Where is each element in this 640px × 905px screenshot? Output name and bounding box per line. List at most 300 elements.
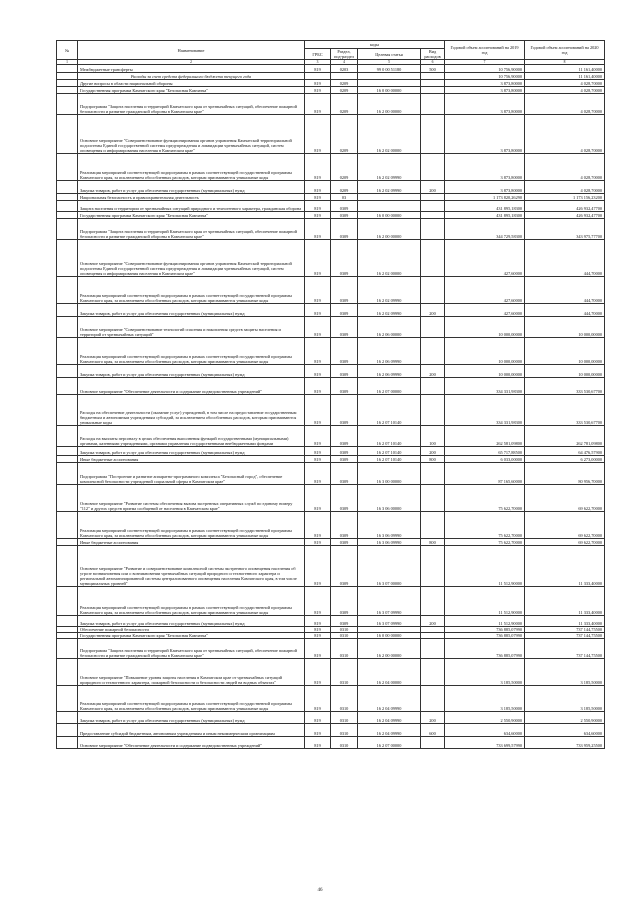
cell-name: Подпрограмма "Защита населения и территорий Камчатского края от чрезвычайных ситуаций, обеспечение пожарной безопасности и развитие гражданской обороны в Камчатском крае" bbox=[78, 639, 305, 659]
cell-name: Основное мероприятие "Обеспечение деятельности и содержание подведомственных учреждений" bbox=[78, 737, 305, 749]
cell-grbs: 819 bbox=[305, 395, 331, 426]
cell-2020: 733 959,25500 bbox=[525, 737, 605, 749]
cell-2019: 733 699,57990 bbox=[445, 737, 525, 749]
cell-vr bbox=[421, 546, 445, 587]
cell-vr bbox=[421, 115, 445, 154]
cell-name: Реализация мероприятий соответствующей подпрограммы в рамках соответствующей государственной программы Камчатского края, за исключением обособленных расходов, которым присваиваются уникальные коды bbox=[78, 512, 305, 539]
cell-csr: 16 2 07 00000 bbox=[358, 378, 421, 395]
cell-name: Предоставление субсидий бюджетным, автономным учреждениям и иным некоммерческим организациям bbox=[78, 724, 305, 737]
cell-razdel: 0209 bbox=[331, 80, 358, 87]
cell-grbs: 819 bbox=[305, 627, 331, 633]
cell-2019: 427,60000 bbox=[445, 240, 525, 277]
header-name: Наименование bbox=[78, 41, 305, 60]
cell-grbs: 819 bbox=[305, 365, 331, 378]
cell-2020: 343 975,77700 bbox=[525, 219, 605, 240]
cell-razdel: 0203 bbox=[331, 65, 358, 73]
column-number: 1 bbox=[57, 60, 78, 65]
cell-name: Реализация мероприятий соответствующей подпрограммы в рамках соответствующей государственной программы Камчатского края, за исключением обособленных расходов, которым присваиваются уникальные коды bbox=[78, 338, 305, 365]
cell-razdel: 0310 bbox=[331, 659, 358, 686]
cell-razdel: 0309 bbox=[331, 277, 358, 304]
cell-name: Закупка товаров, работ и услуг для обеспечения государственных (муниципальных) нужд bbox=[78, 365, 305, 378]
cell-name: Реализация мероприятий соответствующей подпрограммы в рамках соответствующей государственной программы Камчатского края, за исключением обособленных расходов, которым присваиваются уникальные коды bbox=[78, 587, 305, 616]
cell-2019: 10 000,00000 bbox=[445, 317, 525, 338]
cell-2020: 3 185,50000 bbox=[525, 659, 605, 686]
table-row bbox=[57, 80, 605, 87]
cell-razdel: 0309 bbox=[331, 463, 358, 485]
cell-name: Закупка товаров, работ и услуг для обеспечения государственных (муниципальных) нужд bbox=[78, 616, 305, 627]
cell-csr bbox=[358, 73, 421, 80]
cell-2020: 11 333,40000 bbox=[525, 616, 605, 627]
cell-no bbox=[57, 639, 78, 659]
cell-vr bbox=[421, 463, 445, 485]
cell-csr: 16 3 07 09990 bbox=[358, 616, 421, 627]
cell-razdel: 0309 bbox=[331, 539, 358, 546]
cell-grbs: 819 bbox=[305, 219, 331, 240]
cell-2020: 4 028,70000 bbox=[525, 115, 605, 154]
cell-2019: 262 581,09800 bbox=[445, 426, 525, 447]
cell-no bbox=[57, 194, 78, 201]
cell-2019: 10 756,90000 bbox=[445, 73, 525, 80]
cell-no bbox=[57, 317, 78, 338]
cell-no bbox=[57, 712, 78, 724]
cell-razdel: 0209 bbox=[331, 115, 358, 154]
cell-vr bbox=[421, 212, 445, 219]
cell-grbs: 819 bbox=[305, 87, 331, 94]
cell-grbs: 819 bbox=[305, 194, 331, 201]
cell-csr: 16 3 06 09990 bbox=[358, 512, 421, 539]
cell-grbs: 819 bbox=[305, 240, 331, 277]
cell-grbs bbox=[305, 73, 331, 80]
cell-name: Государственная программа Камчатского края "Безопасная Камчатка" bbox=[78, 633, 305, 639]
cell-razdel: 0310 bbox=[331, 627, 358, 633]
cell-2020: 737 144,75500 bbox=[525, 627, 605, 633]
cell-no bbox=[57, 456, 78, 463]
table-row bbox=[57, 219, 605, 240]
cell-no bbox=[57, 212, 78, 219]
table-row bbox=[57, 485, 605, 512]
cell-razdel: 0209 bbox=[331, 94, 358, 115]
cell-razdel: 0310 bbox=[331, 639, 358, 659]
cell-no bbox=[57, 80, 78, 87]
cell-no bbox=[57, 115, 78, 154]
cell-2020: 737 144,75500 bbox=[525, 633, 605, 639]
column-number: 4 bbox=[331, 60, 358, 65]
cell-grbs: 819 bbox=[305, 80, 331, 87]
cell-grbs: 819 bbox=[305, 724, 331, 737]
cell-grbs: 819 bbox=[305, 447, 331, 456]
cell-2019: 75 622,70000 bbox=[445, 485, 525, 512]
table-row bbox=[57, 87, 605, 94]
cell-grbs: 819 bbox=[305, 65, 331, 73]
cell-name: Расходы на выплаты персоналу в целях обеспечения выполнения функций государственными (муниципальными) органами, казенными учреждениями, органами управления государственными внебюджетными фондами bbox=[78, 426, 305, 447]
cell-csr: 16 2 02 09990 bbox=[358, 181, 421, 194]
cell-name: Основное мероприятие "Совершенствование функционирования органов управления Камчатской территориальной подсистемы Единой государственной системы предупреждения и ликвидации чрезвычайных ситуаций, систем оповещения и информирования населения в Камчатском крае" bbox=[78, 115, 305, 154]
table-row bbox=[57, 686, 605, 712]
table-row bbox=[57, 587, 605, 616]
cell-vr bbox=[421, 512, 445, 539]
cell-2019: 431 895,18300 bbox=[445, 201, 525, 212]
table-row bbox=[57, 463, 605, 485]
table-row bbox=[57, 426, 605, 447]
cell-no bbox=[57, 395, 78, 426]
cell-razdel: 0309 bbox=[331, 546, 358, 587]
cell-2020: 4 028,70000 bbox=[525, 94, 605, 115]
cell-name: Подпрограмма "Защита населения и территорий Камчатского края от чрезвычайных ситуаций, обеспечение пожарной безопасности и развитие гражданской обороны в Камчатском крае" bbox=[78, 219, 305, 240]
table-row bbox=[57, 539, 605, 546]
cell-2020: 1 173 156,23200 bbox=[525, 194, 605, 201]
cell-grbs: 819 bbox=[305, 587, 331, 616]
cell-name: Другие вопросы в области национальной обороны bbox=[78, 80, 305, 87]
cell-razdel: 0309 bbox=[331, 426, 358, 447]
column-number: 7 bbox=[445, 60, 525, 65]
cell-2020: 11 161,40000 bbox=[525, 73, 605, 80]
cell-2019: 3 873,80000 bbox=[445, 80, 525, 87]
cell-2019: 3 873,80000 bbox=[445, 181, 525, 194]
cell-razdel: 0309 bbox=[331, 304, 358, 317]
cell-2020: 69 622,70000 bbox=[525, 512, 605, 539]
cell-vr: 200 bbox=[421, 181, 445, 194]
cell-no bbox=[57, 65, 78, 73]
cell-csr: 16 2 06 09990 bbox=[358, 338, 421, 365]
cell-2019: 3 185,50000 bbox=[445, 686, 525, 712]
cell-no bbox=[57, 512, 78, 539]
column-number: 5 bbox=[358, 60, 421, 65]
cell-grbs: 819 bbox=[305, 317, 331, 338]
header-2020: Годовой объем ассигнований на 2020 год bbox=[525, 41, 605, 60]
cell-vr: 600 bbox=[421, 724, 445, 737]
cell-vr: 200 bbox=[421, 447, 445, 456]
cell-2020: 737 144,75500 bbox=[525, 639, 605, 659]
cell-name: Основное мероприятие "Развитие системы обеспечения вызова экстренных оперативных служб по единому номеру "112" и других средств приема сообщений от населения в Камчатском крае" bbox=[78, 485, 305, 512]
cell-razdel: 0309 bbox=[331, 365, 358, 378]
cell-grbs: 819 bbox=[305, 546, 331, 587]
cell-csr: 16 2 07 10140 bbox=[358, 426, 421, 447]
cell-name: Основное мероприятие "Обеспечение деятельности и содержание подведомственных учреждений" bbox=[78, 378, 305, 395]
cell-vr bbox=[421, 277, 445, 304]
cell-2019: 736 885,07990 bbox=[445, 639, 525, 659]
cell-no bbox=[57, 94, 78, 115]
cell-vr: 200 bbox=[421, 616, 445, 627]
cell-name: Закупка товаров, работ и услуг для обеспечения государственных (муниципальных) нужд bbox=[78, 181, 305, 194]
cell-csr bbox=[358, 80, 421, 87]
table-row bbox=[57, 277, 605, 304]
cell-2020: 3 185,50000 bbox=[525, 686, 605, 712]
table-row bbox=[57, 378, 605, 395]
cell-grbs: 819 bbox=[305, 181, 331, 194]
cell-2019: 334 331,98300 bbox=[445, 395, 525, 426]
table-row bbox=[57, 317, 605, 338]
cell-csr: 16 2 00 00000 bbox=[358, 219, 421, 240]
cell-grbs: 819 bbox=[305, 485, 331, 512]
cell-2019: 6 033,00000 bbox=[445, 456, 525, 463]
cell-grbs: 819 bbox=[305, 539, 331, 546]
cell-2019: 3 185,50000 bbox=[445, 659, 525, 686]
table-row bbox=[57, 154, 605, 181]
cell-2019: 3 873,80000 bbox=[445, 94, 525, 115]
cell-vr: 200 bbox=[421, 712, 445, 724]
cell-vr bbox=[421, 154, 445, 181]
cell-grbs: 819 bbox=[305, 659, 331, 686]
cell-name: Государственная программа Камчатского края "Безопасная Камчатка" bbox=[78, 87, 305, 94]
cell-csr: 16 0 00 00000 bbox=[358, 212, 421, 219]
cell-vr: 200 bbox=[421, 304, 445, 317]
cell-grbs: 819 bbox=[305, 154, 331, 181]
cell-2019: 736 885,07990 bbox=[445, 633, 525, 639]
cell-2019: 11 512,90000 bbox=[445, 616, 525, 627]
table-body bbox=[57, 65, 605, 749]
header-codes: коды bbox=[305, 41, 445, 49]
cell-vr bbox=[421, 686, 445, 712]
table-row bbox=[57, 616, 605, 627]
table-row bbox=[57, 659, 605, 686]
table-row bbox=[57, 201, 605, 212]
cell-no bbox=[57, 587, 78, 616]
cell-2019: 427,60000 bbox=[445, 304, 525, 317]
cell-name: Основное мероприятие "Совершенствование функционирования органов управления Камчатской территориальной подсистемы Единой государственной системы предупреждения и ликвидации чрезвычайных ситуаций, систем оповещения и информирования населения в Камчатском крае" bbox=[78, 240, 305, 277]
cell-razdel: 0309 bbox=[331, 240, 358, 277]
cell-csr: 16 2 07 10140 bbox=[358, 395, 421, 426]
cell-no bbox=[57, 154, 78, 181]
cell-name: Расходы на обеспечение деятельности (оказание услуг) учреждений, в том числе на предоставление государственным бюджетным и автономным учреждениям субсидий, за исключением обособленных расходов, которым присваиваются уникальные коды bbox=[78, 395, 305, 426]
cell-no bbox=[57, 426, 78, 447]
cell-grbs: 819 bbox=[305, 115, 331, 154]
cell-2019: 10 000,00000 bbox=[445, 365, 525, 378]
cell-name: Реализация мероприятий соответствующей подпрограммы в рамках соответствующей государственной программы Камчатского края, за исключением обособленных расходов, которым присваиваются уникальные коды bbox=[78, 277, 305, 304]
cell-grbs: 819 bbox=[305, 201, 331, 212]
header-razdel: Раздел, под-раздел bbox=[331, 49, 358, 60]
cell-grbs: 819 bbox=[305, 633, 331, 639]
cell-razdel: 0310 bbox=[331, 724, 358, 737]
table-row bbox=[57, 304, 605, 317]
cell-name: Основное мероприятие "Развитие и совершенствование комплексной системы экстренного оповещения населения об угрозе возникновения или о возникновении чрезвычайных ситуаций природного и техногенного характера и региональной автоматизированной системы централизованного оповещения населения Камчатского края, в том числе муниципальных уровней" bbox=[78, 546, 305, 587]
cell-2019: 10 000,00000 bbox=[445, 338, 525, 365]
cell-csr: 16 2 00 00000 bbox=[358, 639, 421, 659]
cell-razdel: 0309 bbox=[331, 447, 358, 456]
page-number: 46 bbox=[317, 888, 323, 893]
cell-csr: 16 3 07 09990 bbox=[358, 587, 421, 616]
cell-no bbox=[57, 240, 78, 277]
cell-name: Обеспечение пожарной безопасности bbox=[78, 627, 305, 633]
cell-razdel: 0309 bbox=[331, 512, 358, 539]
column-number: 2 bbox=[78, 60, 305, 65]
cell-2019: 3 873,80000 bbox=[445, 154, 525, 181]
column-number: 8 bbox=[525, 60, 605, 65]
cell-razdel: 0309 bbox=[331, 587, 358, 616]
table-row bbox=[57, 546, 605, 587]
cell-2020: 11 333,40000 bbox=[525, 546, 605, 587]
cell-csr: 16 0 00 00000 bbox=[358, 87, 421, 94]
cell-grbs: 819 bbox=[305, 712, 331, 724]
header-number: № bbox=[57, 41, 78, 60]
cell-name: Закупка товаров, работ и услуг для обеспечения государственных (муниципальных) нужд bbox=[78, 712, 305, 724]
table-row bbox=[57, 447, 605, 456]
cell-vr: 100 bbox=[421, 426, 445, 447]
table-row bbox=[57, 194, 605, 201]
cell-name: Подпрограмма "Защита населения и территорий Камчатского края от чрезвычайных ситуаций, обеспечение пожарной безопасности и развитие гражданской обороны в Камчатском крае" bbox=[78, 94, 305, 115]
cell-2019: 75 622,70000 bbox=[445, 512, 525, 539]
column-number: 6 bbox=[421, 60, 445, 65]
cell-vr bbox=[421, 87, 445, 94]
cell-vr bbox=[421, 737, 445, 749]
cell-csr: 16 2 04 00000 bbox=[358, 659, 421, 686]
cell-razdel: 0310 bbox=[331, 686, 358, 712]
table-row bbox=[57, 724, 605, 737]
cell-csr: 16 0 00 00000 bbox=[358, 633, 421, 639]
cell-2019: 2 550,90000 bbox=[445, 712, 525, 724]
cell-grbs: 819 bbox=[305, 456, 331, 463]
cell-csr: 16 2 04 09990 bbox=[358, 686, 421, 712]
cell-vr bbox=[421, 639, 445, 659]
cell-razdel: 0209 bbox=[331, 154, 358, 181]
cell-razdel: 03 bbox=[331, 194, 358, 201]
cell-vr bbox=[421, 338, 445, 365]
cell-2020: 262 781,09800 bbox=[525, 426, 605, 447]
cell-2019: 87 165,60000 bbox=[445, 463, 525, 485]
cell-vr bbox=[421, 240, 445, 277]
cell-razdel: 0309 bbox=[331, 338, 358, 365]
cell-no bbox=[57, 447, 78, 456]
cell-razdel: 0309 bbox=[331, 317, 358, 338]
table-row bbox=[57, 712, 605, 724]
cell-2020: 444,70000 bbox=[525, 304, 605, 317]
cell-csr: 16 2 04 09990 bbox=[358, 712, 421, 724]
cell-no bbox=[57, 277, 78, 304]
table-row bbox=[57, 395, 605, 426]
table-row bbox=[57, 181, 605, 194]
header-2019: Годовой объем ассигнований на 2019 год bbox=[445, 41, 525, 60]
cell-2019: 736 885,07990 bbox=[445, 627, 525, 633]
cell-name: Закупка товаров, работ и услуг для обеспечения государственных (муниципальных) нужд bbox=[78, 447, 305, 456]
header-grbs: ГРБС bbox=[305, 49, 331, 60]
table-row bbox=[57, 94, 605, 115]
cell-no bbox=[57, 463, 78, 485]
cell-csr: 16 2 07 00000 bbox=[358, 737, 421, 749]
cell-2019: 65 717,88500 bbox=[445, 447, 525, 456]
cell-csr bbox=[358, 194, 421, 201]
cell-csr: 16 2 07 10140 bbox=[358, 456, 421, 463]
cell-razdel: 0309 bbox=[331, 616, 358, 627]
cell-csr: 16 3 00 00000 bbox=[358, 463, 421, 485]
cell-name: Закупка товаров, работ и услуг для обеспечения государственных (муниципальных) нужд bbox=[78, 304, 305, 317]
table-row bbox=[57, 639, 605, 659]
cell-grbs: 819 bbox=[305, 426, 331, 447]
cell-name: Иные бюджетные ассигнования bbox=[78, 456, 305, 463]
cell-razdel: 0209 bbox=[331, 181, 358, 194]
cell-grbs: 819 bbox=[305, 338, 331, 365]
cell-razdel: 0209 bbox=[331, 87, 358, 94]
cell-razdel bbox=[331, 73, 358, 80]
cell-vr: 200 bbox=[421, 365, 445, 378]
cell-grbs: 819 bbox=[305, 686, 331, 712]
cell-2020: 4 028,70000 bbox=[525, 181, 605, 194]
cell-name: Основное мероприятие "Совершенствование технологий спасения и накопления средств защиты населения и территорий от чрезвычайных ситуаций" bbox=[78, 317, 305, 338]
cell-csr: 16 2 02 00000 bbox=[358, 115, 421, 154]
cell-2020: 4 028,70000 bbox=[525, 154, 605, 181]
cell-csr: 16 2 00 00000 bbox=[358, 94, 421, 115]
cell-2019: 431 895,18300 bbox=[445, 212, 525, 219]
cell-vr bbox=[421, 485, 445, 512]
table-row bbox=[57, 512, 605, 539]
table-row bbox=[57, 73, 605, 80]
cell-vr bbox=[421, 194, 445, 201]
cell-no bbox=[57, 338, 78, 365]
cell-csr: 16 3 06 09990 bbox=[358, 539, 421, 546]
cell-2020: 10 000,00000 bbox=[525, 365, 605, 378]
cell-razdel: 0309 bbox=[331, 395, 358, 426]
cell-csr: 16 2 02 09990 bbox=[358, 154, 421, 181]
cell-2019: 634,60000 bbox=[445, 724, 525, 737]
cell-csr: 16 3 07 00000 bbox=[358, 546, 421, 587]
cell-2019: 11 512,90000 bbox=[445, 587, 525, 616]
cell-csr: 16 2 02 00000 bbox=[358, 240, 421, 277]
cell-csr: 16 2 02 09990 bbox=[358, 304, 421, 317]
cell-grbs: 819 bbox=[305, 463, 331, 485]
budget-table bbox=[56, 40, 605, 749]
cell-csr: 16 2 07 10140 bbox=[358, 447, 421, 456]
cell-2020: 69 622,70000 bbox=[525, 539, 605, 546]
cell-no bbox=[57, 181, 78, 194]
budget-table-page bbox=[56, 40, 604, 749]
cell-grbs: 819 bbox=[305, 277, 331, 304]
cell-2019: 3 873,80000 bbox=[445, 87, 525, 94]
cell-vr bbox=[421, 317, 445, 338]
cell-razdel: 0309 bbox=[331, 378, 358, 395]
cell-grbs: 819 bbox=[305, 737, 331, 749]
cell-name: Реализация мероприятий соответствующей подпрограммы в рамках соответствующей государственной программы Камчатского края, за исключением обособленных расходов, которым присваиваются уникальные коды bbox=[78, 154, 305, 181]
cell-vr bbox=[421, 201, 445, 212]
cell-vr bbox=[421, 659, 445, 686]
cell-vr: 800 bbox=[421, 456, 445, 463]
cell-csr: 16 2 02 09990 bbox=[358, 277, 421, 304]
cell-vr bbox=[421, 378, 445, 395]
cell-vr bbox=[421, 219, 445, 240]
cell-2019: 1 173 820,26290 bbox=[445, 194, 525, 201]
cell-razdel: 0309 bbox=[331, 219, 358, 240]
cell-grbs: 819 bbox=[305, 304, 331, 317]
cell-name: Национальная безопасность и правоохранительная деятельность bbox=[78, 194, 305, 201]
cell-grbs: 819 bbox=[305, 639, 331, 659]
cell-no bbox=[57, 304, 78, 317]
cell-2020: 10 000,00000 bbox=[525, 338, 605, 365]
cell-name: Иные бюджетные ассигнования bbox=[78, 539, 305, 546]
cell-vr bbox=[421, 94, 445, 115]
column-number: 3 bbox=[305, 60, 331, 65]
cell-no bbox=[57, 724, 78, 737]
cell-2019: 427,60000 bbox=[445, 277, 525, 304]
cell-2020: 64 476,57900 bbox=[525, 447, 605, 456]
header-csr: Целевая статья bbox=[358, 49, 421, 60]
cell-2020: 4 028,70000 bbox=[525, 87, 605, 94]
cell-razdel: 0310 bbox=[331, 712, 358, 724]
cell-no bbox=[57, 686, 78, 712]
cell-no bbox=[57, 378, 78, 395]
cell-no bbox=[57, 87, 78, 94]
cell-2020: 444,70000 bbox=[525, 277, 605, 304]
cell-grbs: 819 bbox=[305, 378, 331, 395]
cell-2020: 333 530,67700 bbox=[525, 395, 605, 426]
table-row bbox=[57, 212, 605, 219]
cell-vr: 800 bbox=[421, 539, 445, 546]
cell-csr: 16 3 06 00000 bbox=[358, 485, 421, 512]
cell-2020: 426 932,47700 bbox=[525, 201, 605, 212]
cell-vr: 500 bbox=[421, 65, 445, 73]
cell-2020: 444,70000 bbox=[525, 240, 605, 277]
cell-2020: 2 550,90000 bbox=[525, 712, 605, 724]
table-row bbox=[57, 65, 605, 73]
cell-no bbox=[57, 659, 78, 686]
table-row bbox=[57, 240, 605, 277]
table-row bbox=[57, 338, 605, 365]
